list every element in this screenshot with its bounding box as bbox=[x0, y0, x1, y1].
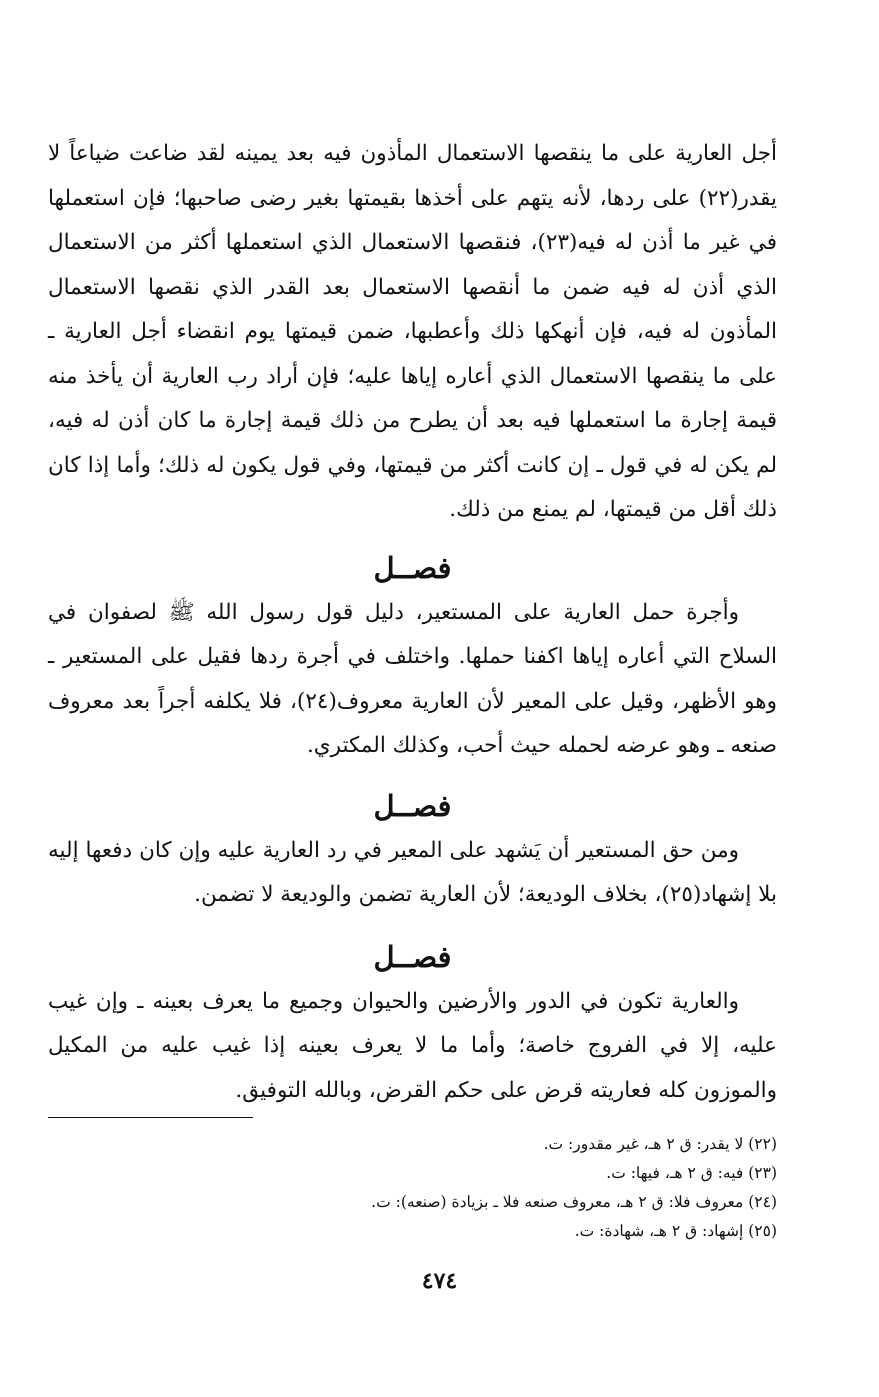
paragraph-2: وأجرة حمل العارية على المستعير، دليل قول رسول الله ﷺ لصفوان في السلاح التي أعاره إياها اكفنا حملها. واختلف في أجرة ردها فقيل على المستعير ـ وهو الأظهر، وقيل على المعير لأن العارية معروف(٢٤)، فلا يكلفه أجراً بعد معروف صنعه ـ وهو عرضه لحمله حيث أحب، وكذلك المكتري. bbox=[48, 599, 777, 758]
footnote-24: (٢٤) معروف فلا: ق ٢ هـ، معروف صنعه فلا ـ بزيادة (صنعه): ت. bbox=[371, 1193, 777, 1211]
section-heading-2: فصــل bbox=[373, 788, 452, 823]
page-number: ٤٧٤ bbox=[421, 1268, 458, 1294]
footnotes bbox=[48, 1130, 777, 1246]
section-heading-1: فصــل bbox=[373, 550, 452, 585]
footnote-23: (٢٣) فيه: ق ٢ هـ، فيها: ت. bbox=[606, 1164, 777, 1182]
footnote-25: (٢٥) إشهاد: ق ٢ هـ، شهادة: ت. bbox=[574, 1222, 777, 1240]
footnote-22: (٢٢) لا يقدر: ق ٢ هـ، غير مقدور: ت. bbox=[543, 1135, 777, 1153]
paragraph-1: أجل العارية على ما ينقصها الاستعمال المأذون فيه بعد يمينه لقد ضاعت ضياعاً لا يقدر(٢٢) على ردها، لأنه يتهم على أخذها بقيمتها بغير رضى صاحبها؛ فإن استعملها في غير ما أذن له فيه(٢٣)، فنقصها الاستعمال الذي استعملها أكثر من الاستعمال الذي أذن له فيه ضمن ما أنقصها الاستعمال بعد القدر الذي نقصها الاستعمال المأذون له فيه، فإن أنهكها ذلك وأعطبها، ضمن قيمتها يوم انقضاء أجل العارية ـ على ما ينقصها الاستعمال الذي أعاره إياها عليه؛ فإن أراد رب العارية أن يأخذ منه قيمة إجارة ما استعملها فيه بعد أن يطرح من ذلك قيمة إجارة ما كان أذن له فيه، لم يكن له في قول ـ إن كانت أكثر من قيمتها، وفي قول يكون له ذلك؛ وأما إذا كان ذلك أقل من قيمتها، لم يمنع من ذلك. bbox=[48, 141, 777, 522]
paragraph-3: ومن حق المستعير أن يَشهد على المعير في رد العارية عليه وإن كان دفعها إليه بلا إشهاد(٢٥)، بخلاف الوديعة؛ لأن العارية تضمن والوديعة لا تضمن. bbox=[48, 837, 777, 907]
section-heading-3: فصــل bbox=[373, 939, 452, 974]
page-body bbox=[48, 132, 777, 1246]
footnote-divider bbox=[48, 1117, 253, 1118]
paragraph-4: والعارية تكون في الدور والأرضين والحيوان وجميع ما يعرف بعينه ـ وإن غيب عليه، إلا في الفروج خاصة؛ وأما ما لا يعرف بعينه إذا غيب عليه من المكيل والموزون كله فعاريته قرض على حكم القرض، وبالله التوفيق. bbox=[48, 988, 777, 1103]
